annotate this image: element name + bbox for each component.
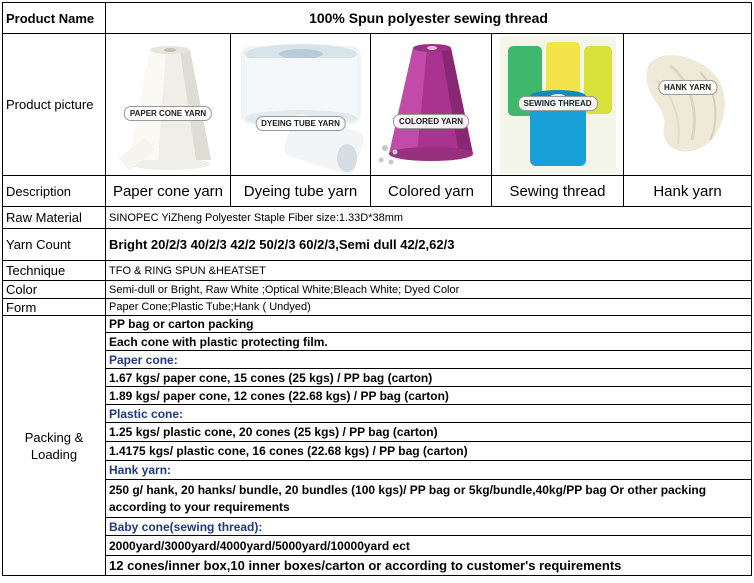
- sewing-thread-caption: SEWING THREAD: [518, 96, 598, 111]
- paper-cone-yarn-photo: [110, 36, 226, 174]
- product-picture-label: Product picture: [3, 34, 106, 176]
- color-value: Semi-dull or Bright, Raw White ;Optical White;Bleach White; Dyed Color: [106, 281, 752, 299]
- color-label: Color: [3, 281, 106, 299]
- packing-line: 250 g/ hank, 20 hanks/ bundle, 20 bundles (100 kgs)/ PP bag or 5kg/bundle,40kg/PP bag Or other packing according to your requirements: [106, 480, 752, 518]
- colored-yarn-cell: [371, 34, 492, 176]
- description-sewing-thread: Sewing thread: [492, 176, 624, 207]
- packing-line: PP bag or carton packing: [106, 316, 752, 333]
- hank-yarn-caption: HANK YARN: [658, 80, 717, 95]
- description-hank: Hank yarn: [624, 176, 752, 207]
- description-dyeing-tube: Dyeing tube yarn: [231, 176, 371, 207]
- packing-line: 12 cones/inner box,10 inner boxes/carton or according to customer's requirements: [106, 556, 752, 576]
- packing-line: 1.4175 kgs/ plastic cone, 16 cones (22.68 kgs) / PP bag (carton): [106, 442, 752, 461]
- yarn-count-value: Bright 20/2/3 40/2/3 42/2 50/2/3 60/2/3,Semi dull 42/2,62/3: [106, 229, 752, 261]
- description-colored: Colored yarn: [371, 176, 492, 207]
- form-label: Form: [3, 299, 106, 316]
- dyeing-tube-yarn-photo: [235, 36, 367, 174]
- description-paper-cone: Paper cone yarn: [106, 176, 231, 207]
- packing-line: 1.25 kgs/ plastic cone, 20 cones (25 kgs) / PP bag (carton): [106, 423, 752, 442]
- packing-line: Each cone with plastic protecting film.: [106, 333, 752, 351]
- product-name-label: Product Name: [3, 3, 106, 34]
- yarn-count-label: Yarn Count: [3, 229, 106, 261]
- technique-label: Technique: [3, 261, 106, 281]
- dyeing-tube-cell: [231, 34, 371, 176]
- paper-cone-cell: [106, 34, 231, 176]
- hank-yarn-photo: [630, 36, 746, 174]
- hank-yarn-cell: [624, 34, 752, 176]
- packing-loading-label: Packing & Loading: [3, 316, 106, 576]
- dyeing-tube-caption: DYEING TUBE YARN: [255, 116, 346, 131]
- plastic-cone-header: Plastic cone:: [106, 405, 752, 423]
- product-title: 100% Spun polyester sewing thread: [106, 3, 752, 34]
- raw-material-value: SINOPEC YiZheng Polyester Staple Fiber size:1.33D*38mm: [106, 207, 752, 229]
- packing-line: 1.89 kgs/ paper cone, 12 cones (22.68 kgs) / PP bag (carton): [106, 387, 752, 405]
- packing-line: 2000yard/3000yard/4000yard/5000yard/10000yard ect: [106, 536, 752, 556]
- sewing-thread-photo: [500, 36, 616, 174]
- colored-yarn-caption: COLORED YARN: [393, 114, 469, 129]
- description-label: Description: [3, 176, 106, 207]
- packing-line: 1.67 kgs/ paper cone, 15 cones (25 kgs) / PP bag (carton): [106, 369, 752, 387]
- technique-value: TFO & RING SPUN &HEATSET: [106, 261, 752, 281]
- colored-yarn-photo: [373, 36, 489, 174]
- sewing-thread-cell: [492, 34, 624, 176]
- product-spec-table: [2, 2, 752, 576]
- baby-cone-header: Baby cone(sewing thread):: [106, 518, 752, 536]
- hank-yarn-header: Hank yarn:: [106, 461, 752, 480]
- raw-material-label: Raw Material: [3, 207, 106, 229]
- form-value: Paper Cone;Plastic Tube;Hank ( Undyed): [106, 299, 752, 316]
- paper-cone-header: Paper cone:: [106, 351, 752, 369]
- paper-cone-caption: PAPER CONE YARN: [124, 106, 212, 121]
